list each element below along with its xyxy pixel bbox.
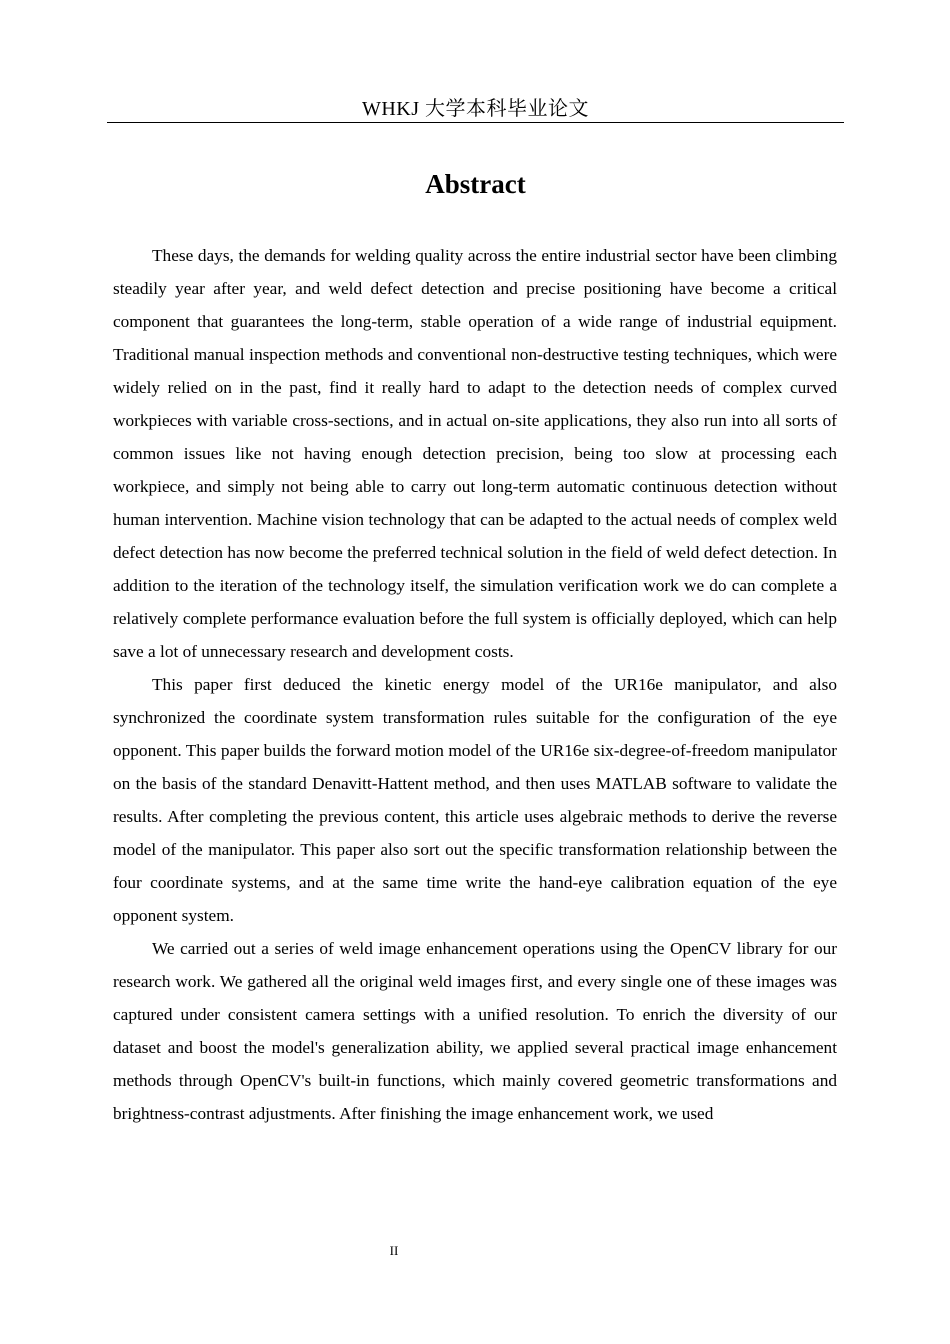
page-number: II bbox=[389, 1243, 399, 1258]
header-rule bbox=[107, 122, 844, 123]
paragraph-3: We carried out a series of weld image enhancement operations using the OpenCV library for our research work. We gathered all the original weld images first, and every single one of these images was captured under consistent camera settings with a unified resolution. To enrich the diversity of our dataset and boost the model's generalization ability, we applied several practical image enhancement methods through OpenCV's built-in functions, which mainly covered geometric transformations and brightness-contrast adjustments. After finishing the image enhancement work, we used bbox=[113, 939, 837, 1123]
abstract-body bbox=[113, 239, 837, 1130]
running-header: WHKJ 大学本科毕业论文 bbox=[361, 98, 590, 120]
abstract-title: Abstract bbox=[425, 169, 526, 199]
paragraph-1: These days, the demands for welding quality across the entire industrial sector have been climbing steadily year after year, and weld defect detection and precise positioning have become a critical component that guarantees the long-term, stable operation of a wide range of industrial equipment. Traditional manual inspection methods and conventional non-destructive testing techniques, which were widely relied on in the past, find it really hard to adapt to the detection needs of complex curved workpieces with variable cross-sections, and in actual on-site applications, they also run into all sorts of common issues like not having enough detection precision, being too slow at processing each workpiece, and simply not being able to carry out long-term automatic continuous detection without human intervention. Machine vision technology that can be adapted to the actual needs of complex weld defect detection has now become the preferred technical solution in the field of weld defect detection. In addition to the iteration of the technology itself, the simulation verification work we do can complete a relatively complete performance evaluation before the full system is officially deployed, which can help save a lot of unnecessary research and development costs. bbox=[113, 246, 837, 661]
paragraph-2: This paper first deduced the kinetic energy model of the UR16e manipulator, and also synchronized the coordinate system transformation rules suitable for the configuration of the eye opponent. This paper builds the forward motion model of the UR16e six-degree-of-freedom manipulator on the basis of the standard Denavitt-Hattent method, and then uses MATLAB software to validate the results. After completing the previous content, this article uses algebraic methods to derive the reverse model of the manipulator. This paper also sort out the specific transformation relationship between the four coordinate systems, and at the same time write the hand-eye calibration equation of the eye opponent system. bbox=[113, 675, 837, 925]
